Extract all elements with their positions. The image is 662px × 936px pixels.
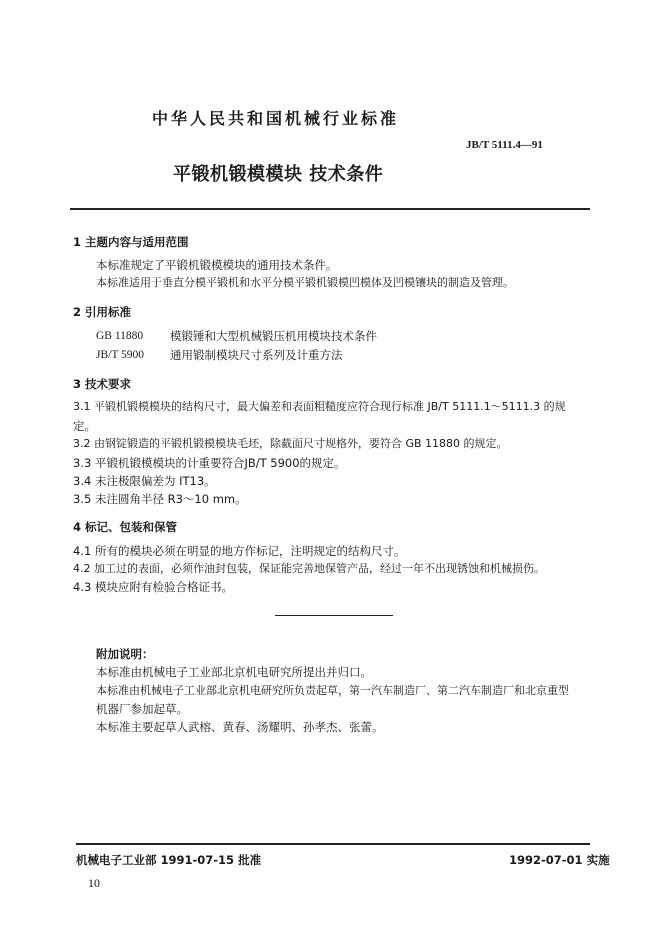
section-1-heading: 1 主题内容与适用范围 bbox=[73, 235, 189, 249]
clause-3-1-line-1: 3.1 平锻机锻模模块的结构尺寸，最大偏差和表面粗糙度应符合现行标准 JB/T 5111.1～5111.3 的规 bbox=[73, 400, 566, 413]
section-2-heading: 2 引用标准 bbox=[73, 305, 132, 319]
note-2-line-2: 机器厂参加起草。 bbox=[96, 702, 188, 716]
section-4-heading: 4 标记、包装和保管 bbox=[73, 520, 178, 534]
clause-3-5: 3.5 未注圆角半径 R3～10 mm。 bbox=[73, 492, 247, 506]
ref-1-title: 模锻锤和大型机械锻压机用模块技术条件 bbox=[170, 329, 377, 343]
effective-date-line: 1992-07-01 实施 bbox=[509, 853, 610, 867]
section-3-heading: 3 技术要求 bbox=[73, 377, 132, 391]
note-2-line-1: 本标准由机械电子工业部北京机电研究所负责起草，第一汽车制造厂、第二汽车制造厂和北京重型 bbox=[96, 684, 569, 697]
section-end-rule bbox=[275, 615, 393, 616]
note-1: 本标准由机械电子工业部北京机电研究所提出并归口。 bbox=[96, 665, 372, 679]
clause-3-4: 3.4 未注极限偏差为 IT13。 bbox=[73, 474, 216, 488]
ref-2-code: JB/T 5900 bbox=[96, 349, 145, 361]
approval-line: 机械电子工业部 1991-07-15 批准 bbox=[76, 853, 262, 867]
clause-3-3: 3.3 平锻机锻模模块的计重要符合JB/T 5900的规定。 bbox=[73, 456, 346, 470]
org-title: 中华人民共和国机械行业标准 bbox=[152, 109, 400, 128]
section-1-para-2: 本标准适用于垂直分模平锻机和水平分模平锻机锻模凹模体及凹模镶块的制造及管理。 bbox=[96, 276, 514, 289]
clause-3-2: 3.2 由钢锭锻造的平锻机锻模模块毛坯，除截面尺寸规格外，要符合 GB 11880 的规定。 bbox=[73, 437, 508, 450]
clause-4-2: 4.2 加工过的表面，必须作油封包装，保证能完善地保管产品，经过一年不出现锈蚀和机械损伤。 bbox=[73, 562, 545, 575]
page-number: 10 bbox=[88, 876, 100, 890]
section-1-para-1: 本标准规定了平锻机锻模模块的通用技术条件。 bbox=[96, 258, 338, 272]
clause-4-1: 4.1 所有的模块必须在明显的地方作标记，注明规定的结构尺寸。 bbox=[73, 544, 406, 558]
document-title: 平锻机锻模模块 技术条件 bbox=[173, 164, 384, 185]
notes-heading: 附加说明： bbox=[96, 647, 154, 661]
standard-code: JB/T 5111.4—91 bbox=[466, 139, 543, 151]
ref-2-title: 通用锻制模块尺寸系列及计重方法 bbox=[170, 348, 343, 362]
clause-4-3: 4.3 模块应附有检验合格证书。 bbox=[73, 580, 233, 594]
clause-3-1-line-2: 定。 bbox=[73, 419, 96, 433]
ref-1-code: GB 11880 bbox=[96, 330, 144, 342]
footer-rule bbox=[76, 843, 590, 845]
header-rule bbox=[70, 208, 590, 210]
note-3: 本标准主要起草人武榕、黄春、汤耀明、孙孝杰、张蕾。 bbox=[96, 720, 384, 734]
